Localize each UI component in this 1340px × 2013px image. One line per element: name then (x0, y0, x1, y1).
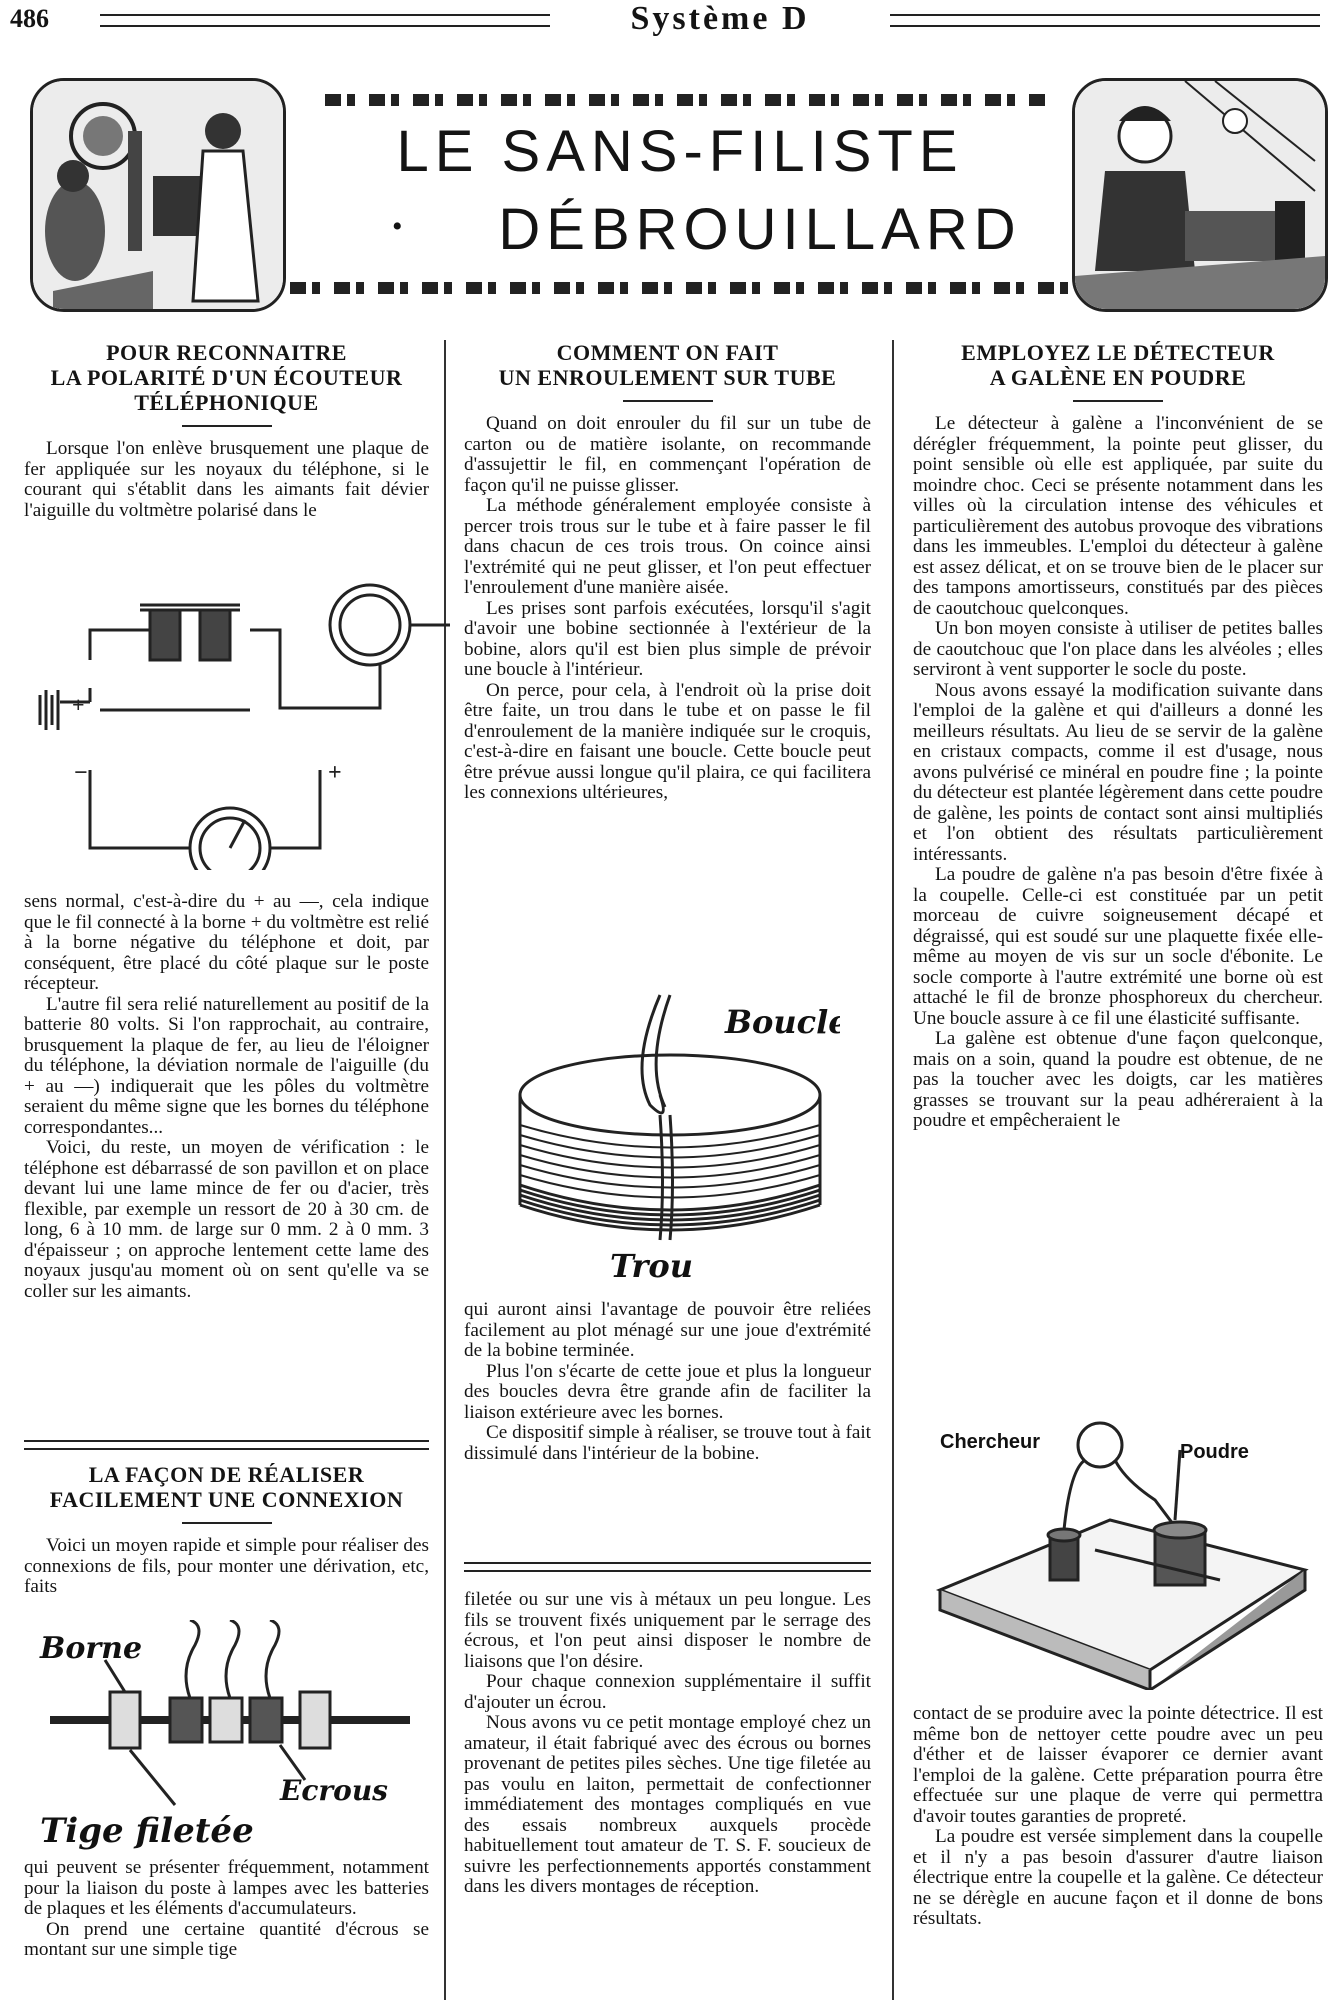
label-tige-filetee: Tige filetée (40, 1811, 254, 1850)
article-connection (24, 1462, 429, 1598)
article-connection-continued (24, 1858, 429, 1961)
banner-title-line1: LE SANS-FILISTE (396, 119, 964, 184)
paragraph: La galène est obtenue d'une façon quelconque, mais on a soin, quand la poudre est obtenue, de ne pas la toucher avec les doigts, car les matières grasses se trouvant sur la peau adhéreraient à la poudre et empêcheraient le (913, 1028, 1323, 1131)
heading-divider (1073, 400, 1163, 402)
label-ecrous: Ecrous (280, 1774, 388, 1807)
galena-detector-figure (920, 1420, 1320, 1690)
column-rule-2 (892, 340, 894, 2000)
polarity-circuit-figure (30, 570, 470, 870)
paragraph: Quand on doit enrouler du fil sur un tube de carton ou de matière isolante, on recommande d'assujettir le fil, en commençant l'opération de façon qu'il ne puisse glisser. (464, 413, 871, 496)
paragraph: Voici, du reste, un moyen de vérification : le téléphone est débarrassé de son pavillon et on place devant lui une lame mince de fer ou d'acier, très flexible, par exemple un ressort de 20 à 30 cm. de long, 6 à 10 mm. de large sur 0 mm. 2 à 0 mm. 3 d'épaisseur ; on approche lentement cette lame des noyaux jusqu'au moment où on sent qu'elle va se coller sur les aimants. (24, 1137, 429, 1302)
circuit-plus-left: + (72, 692, 85, 717)
article-winding-continued (464, 1300, 871, 1464)
article-polarity-continued (24, 892, 429, 1302)
circuit-minus-left: − (74, 760, 88, 786)
article-galena-continued (913, 1704, 1323, 1930)
paragraph: contact de se produire avec la pointe détectrice. Il est même bon de nettoyer cette poudre avec un peu d'éther et de laisser évaporer ce dernier avant l'emploi de la galène. Cette préparation pourra être effectuée sur une plaque de verre qui permettra d'avoir toutes garanties de propreté. (913, 1703, 1323, 1827)
coil-loop-figure (510, 985, 840, 1285)
header-rule-left (100, 14, 550, 27)
listener-illustration-icon (33, 81, 283, 309)
paragraph: Plus l'on s'écarte de cette joue et plus la longueur des boucles devra être grande afin de faciliter la liaison extérieure avec les bornes. (464, 1360, 871, 1423)
banner-illustration-left (30, 78, 286, 312)
journal-title: Système D (630, 0, 810, 37)
label-trou: Trou (610, 1247, 693, 1285)
paragraph: L'autre fil sera relié naturellement au positif de la batterie 80 volts. Si l'on rapprochait, au contraire, brusquement la plaque de fer, au lieu de l'éloigner du téléphone, la déviation normale de l'aiguille (du + au —) indiquerait que les pôles du voltmètre seraient du même signe que les bornes du téléphone correspondantes... (24, 993, 429, 1138)
article-connection-column2 (464, 1590, 871, 1898)
paragraph: qui auront ainsi l'avantage de pouvoir être reliées facilement au plot ménagé sur une joue d'extrémité de la bobine terminée. (464, 1299, 871, 1361)
article-polarity-heading: POUR RECONNAITRE LA POLARITÉ D'UN ÉCOUTEUR TÉLÉPHONIQUE (50, 340, 403, 415)
paragraph: Nous avons essayé la modification suivante dans l'emploi de la galène et qui d'ailleurs a donné les meilleurs résultats. Au lieu de se servir de la galène en cristaux compacts, comme il est d'usage, nous avons pulvérisé ce minéral en poudre fine ; la pointe du détecteur est plantée légèrement dans cette poudre de galène, les points de contact sont ainsi multipliés et l'on obtient des résultats particulièrement intéressants. (913, 679, 1323, 865)
label-borne: Borne (40, 1631, 143, 1666)
paragraph: Un bon moyen consiste à utiliser de petites balles de caoutchouc que l'on place dans les alvéoles ; elles serviront à vent supporter le socle du poste. (913, 618, 1323, 680)
header-rule-right (890, 14, 1320, 27)
section-rule (464, 1562, 871, 1572)
label-chercheur: Chercheur (940, 1431, 1041, 1453)
nut-connection-figure (30, 1620, 430, 1850)
paragraph: Les prises sont parfois exécutées, lorsqu'il s'agit d'avoir une bobine sectionnée à l'extérieur de la bobine, alors qu'il est bien plus simple de prévoir une boucle à l'intérieur. (464, 597, 871, 680)
banner-decorative-band-top (325, 94, 1045, 106)
paragraph: Voici un moyen rapide et simple pour réaliser des connexions de fils, pour monter une dérivation, etc, faits (24, 1535, 429, 1597)
label-boucle: Boucle (725, 1003, 840, 1041)
article-polarity (24, 340, 429, 521)
paragraph: sens normal, c'est-à-dire du + au —, cela indique que le fil connecté à la borne + du voltmètre est relié à la borne négative du téléphone et doit, par conséquent, être placé du côté plaque sur le poste récepteur. (24, 891, 429, 994)
banner-title-line2: DÉBROUILLARD (498, 197, 1022, 262)
article-galena (913, 340, 1323, 1132)
paragraph: On perce, pour cela, à l'endroit où la prise doit être faite, un trou dans le tube et on passe le fil d'enroulement de la manière indiquée sur le croquis, c'est-à-dire en faisant une boucle. Cette boucle peut être prévue aussi longue qu'il plaira, ce qui facilitera les connexions ultérieures, (464, 679, 871, 803)
banner-decorative-band-bottom (290, 282, 1070, 294)
tinkerer-illustration-icon (1075, 81, 1325, 309)
heading-divider (182, 1522, 272, 1524)
coil-tube-icon (510, 985, 840, 1285)
label-poudre: Poudre (1180, 1441, 1249, 1463)
paragraph: La poudre est versée simplement dans la coupelle et il n'y a pas besoin d'assurer d'autre liaison électrique entre la coupelle et la galène. Ce détecteur ne se dérègle en aucune façon et il donne de bons résultats. (913, 1826, 1323, 1929)
circuit-minus-right: − (320, 696, 333, 721)
paragraph: filetée ou sur une vis à métaux un peu longue. Les fils se trouvent fixés uniquement par le serrage des écrous, et l'on peut ainsi disposer le nombre de liaisons que l'on désire. (464, 1589, 871, 1672)
banner-title-bullet: • (392, 210, 403, 243)
banner-illustration-right (1072, 78, 1328, 312)
circuit-plus-right: + (328, 760, 342, 786)
heading-divider (182, 425, 272, 427)
paragraph: On prend une certaine quantité d'écrous se montant sur une simple tige (24, 1918, 429, 1960)
paragraph: Lorsque l'on enlève brusquement une plaque de fer appliquée sur les noyaux du téléphone, si le courant qui s'établit dans les aimants fait dévier l'aiguille du voltmètre polarisé dans le (24, 438, 429, 521)
paragraph: Nous avons vu ce petit montage employé chez un amateur, il était fabriqué avec des écrous ou bornes provenant de petites piles sèches. Une tige filetée au pas voulu en laiton, permettait de confectionner immédiatement des montages compliqués en vue des essais nombreux auxquels procède habituellement tout amateur de T. S. F. soucieux de suivre les perfectionnements apportés constamment dans les divers montages de réception. (464, 1712, 871, 1897)
heading-divider (623, 400, 713, 402)
article-connection-heading: LA FAÇON DE RÉALISER FACILEMENT UNE CONNEXION (49, 1462, 404, 1512)
article-winding-heading: COMMENT ON FAIT UN ENROULEMENT SUR TUBE (498, 340, 837, 390)
page-number: 486 (10, 4, 49, 33)
paragraph: Pour chaque connexion supplémentaire il suffit d'ajouter un écrou. (464, 1671, 871, 1713)
article-winding (464, 340, 871, 804)
threaded-rod-icon (30, 1620, 430, 1850)
paragraph: La poudre de galène n'a pas besoin d'être fixée à la coupelle. Celle-ci est constituée par un petit morceau de cuivre soigneusement décapé et dégraissé, qui est soudé sur une plaquette fixée elle-même au moyen de vis sur un socle d'ébonite. Le socle comporte à l'autre extrémité une borne où est attaché le fil de bronze phosphoreux du chercheur. Une boucle assure à ce fil une élasticité suffisante. (913, 864, 1323, 1029)
paragraph: La méthode généralement employée consiste à percer trois trous sur le tube et à faire passer le fil dans chacun de ces trois trous. On coince ainsi l'extrémité qui ne peut glisser, et l'on peut effectuer l'enroulement d'une manière aisée. (464, 495, 871, 598)
paragraph: Le détecteur à galène a l'inconvénient de se dérégler fréquemment, la pointe peut glisser, du point sensible où elle est appliquée, par suite du moindre choc. Ceci se présente notamment dans les villes où la circulation intense des véhicules et particulièrement des autobus provoque des vibrations dans les immeubles. L'emploi du détecteur à galène est assez délicat, et on se trouve bien de le placer sur des tampons amortisseurs, constitués par des pièces de caoutchouc quelconques. (913, 413, 1323, 619)
crystal-detector-icon (920, 1420, 1320, 1690)
section-rule (24, 1440, 429, 1450)
article-galena-heading: EMPLOYEZ LE DÉTECTEUR A GALÈNE EN POUDRE (961, 340, 1275, 390)
paragraph: qui peuvent se présenter fréquemment, notamment pour la liaison du poste à lampes avec les batteries de plaques et les éléments d'accumulateurs. (24, 1857, 429, 1919)
circuit-diagram-icon (30, 570, 470, 870)
paragraph: Ce dispositif simple à réaliser, se trouve tout à fait dissimulé dans l'intérieur de la bobine. (464, 1422, 872, 1464)
